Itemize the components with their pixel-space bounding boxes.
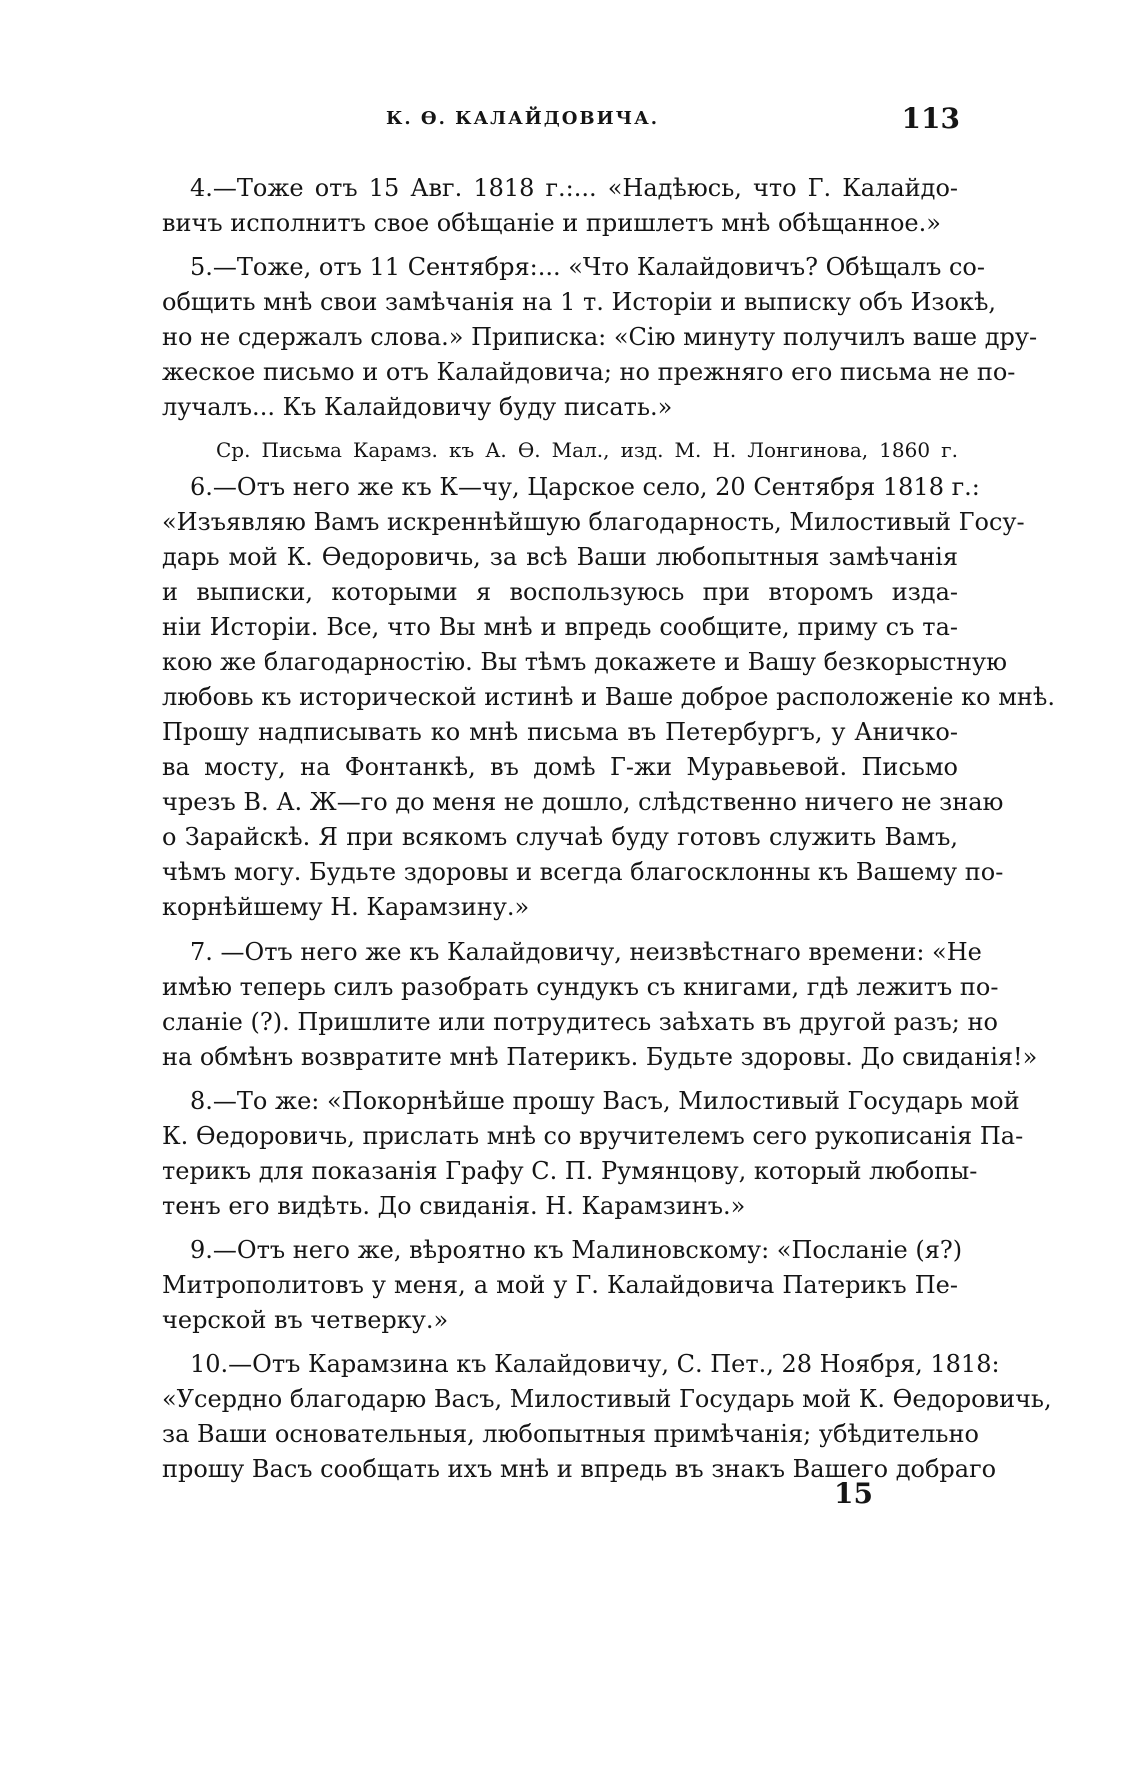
text-line: 7. —Отъ него же къ Калайдовичу, неизвѣстнаго времени: «Не [190,938,982,966]
text-line: Митрополитовъ у меня, а мой у Г. Калайдовича Патерикъ Пе- [162,1271,958,1299]
text-line: 6.—Отъ него же къ К—чу, Царское село, 20 Сентября 1818 г.: [190,473,980,501]
text-line: К. Ѳедоровичь, прислать мнѣ со вручителемъ сего рукописанія Па- [162,1122,1024,1150]
text-line: общить мнѣ свои замѣчанія на 1 т. Исторіи и выписку объ Изокѣ, [162,288,997,316]
text-line: имѣю теперь силъ разобрать сундукъ съ книгами, гдѣ лежитъ по- [162,973,999,1001]
running-title: К. Ѳ. КАЛАЙДОВИЧА. [386,108,660,129]
text-line: о Зарайскѣ. Я при всякомъ случаѣ буду готовъ служить Вамъ, [162,823,958,851]
text-line: ва мосту, на Фонтанкѣ, въ домѣ Г-жи Муравьевой. Письмо [162,753,958,781]
text-line: прошу Васъ сообщать ихъ мнѣ и впредь въ знакъ Вашего добраго [162,1455,997,1483]
text-line: и выписки, которыми я воспользуюсь при второмъ изда- [162,578,958,606]
text-line: 5.—Тоже, отъ 11 Сентября:... «Что Калайдовичъ? Обѣщалъ со- [190,253,985,281]
text-line: дарь мой К. Ѳедоровичь, за всѣ Ваши любопытныя замѣчанія [162,543,958,571]
text-line: вичъ исполнитъ свое обѣщаніе и пришлетъ мнѣ обѣщанное.» [162,209,941,237]
text-line: 8.—То же: «Покорнѣйше прошу Васъ, Милостивый Государь мой [190,1087,1020,1115]
text-line: «Усердно благодарю Васъ, Милостивый Государь мой К. Ѳедоровичь, [162,1385,1052,1413]
text-line: на обмѣнъ возвратите мнѣ Патерикъ. Будьте здоровы. До свиданія!» [162,1043,1038,1071]
text-line: лучалъ... Къ Калайдовичу буду писать.» [162,393,673,421]
text-line: 10.—Отъ Карамзина къ Калайдовичу, С. Пет., 28 Ноября, 1818: [190,1350,1000,1378]
text-line: терикъ для показанія Графу С. П. Румянцову, который любопы- [162,1157,978,1185]
citation-line: Ср. Письма Карамз. къ А. Ѳ. Мал., изд. М. Н. Лонгинова, 1860 г. [216,438,958,462]
page-header [160,102,960,144]
text-line: черской въ четверку.» [162,1306,449,1334]
text-line: 9.—Отъ него же, вѣроятно къ Малиновскому: «Посланіе (я?) [190,1236,963,1264]
text-line: ніи Исторіи. Все, что Вы мнѣ и впредь сообщите, приму съ та- [162,613,958,641]
text-line: за Ваши основательныя, любопытныя примѣчанія; убѣдительно [162,1420,979,1448]
text-line: но не сдержалъ слова.» Приписка: «Сію минуту получилъ ваше дру- [162,323,1038,351]
text-line: любовь къ исторической истинѣ и Ваше доброе расположеніе ко мнѣ. [162,683,1055,711]
text-line: корнѣйшему Н. Карамзину.» [162,893,530,921]
page-number: 113 [901,102,960,135]
text-line: сланіе (?). Пришлите или потрудитесь заѣхать въ другой разъ; но [162,1008,998,1036]
text-line: 4.—Тоже отъ 15 Авг. 1818 г.:... «Надѣюсь, что Г. Калайдо- [190,174,958,202]
text-line: «Изъявляю Вамъ искреннѣйшую благодарность, Милостивый Госу- [162,508,1025,536]
text-line: Прошу надписывать ко мнѣ письма въ Петербургъ, у Аничко- [162,718,958,746]
text-line: тенъ его видѣть. До свиданія. Н. Карамзинъ.» [162,1192,746,1220]
signature-mark: 15 [834,1477,873,1510]
text-line: жеское письмо и отъ Калайдовича; но прежняго его письма не по- [162,358,1016,386]
text-line: кою же благодарностію. Вы тѣмъ докажете и Вашу безкорыстную [162,648,1007,676]
text-line: чѣмъ могу. Будьте здоровы и всегда благосклонны къ Вашему по- [162,858,1004,886]
text-line: чрезъ В. А. Ж—го до меня не дошло, слѣдственно ничего не знаю [162,788,1004,816]
